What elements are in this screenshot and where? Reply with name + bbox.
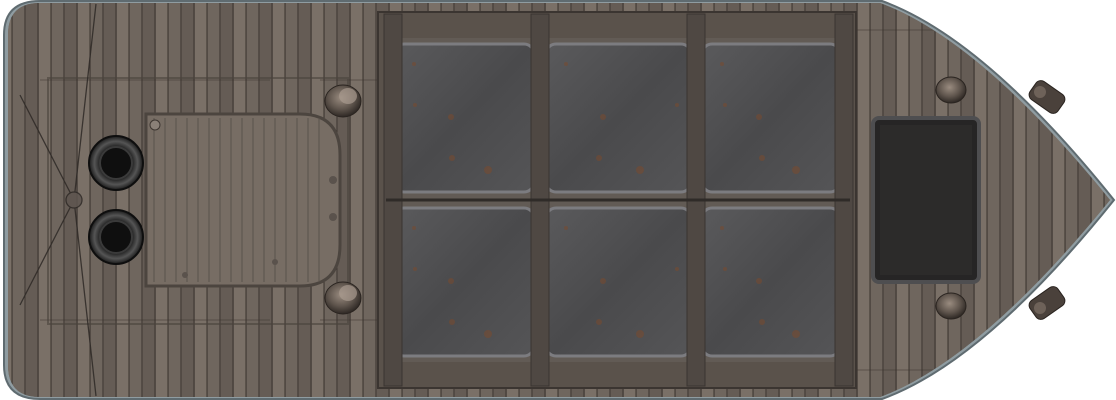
deck-plank (858, 0, 870, 400)
rust-spot (723, 267, 727, 271)
hold-hatch-cover (546, 44, 691, 192)
rust-spot (448, 278, 454, 284)
deck-plank (13, 0, 25, 400)
hold-hatch-cover (702, 208, 840, 356)
rust-spot (412, 226, 416, 230)
rust-spot (636, 330, 644, 338)
rust-spot (484, 330, 492, 338)
bollard-fore-bottom (936, 293, 966, 319)
deck-plank (1066, 0, 1078, 400)
bollard-aft-top (325, 85, 361, 117)
rust-spot (720, 62, 724, 66)
rust-spot (675, 267, 679, 271)
deck-plank (130, 0, 142, 400)
hold-hatch-cover (702, 44, 840, 192)
rust-spot (792, 166, 800, 174)
deck-plank (1079, 0, 1091, 400)
aft-cabin-hatch (146, 114, 340, 286)
deck-plank (1040, 0, 1052, 400)
cargo-hold (378, 12, 856, 388)
deck-plank (364, 0, 376, 400)
hold-hatch-cover (546, 208, 691, 356)
deck-plank (1092, 0, 1104, 400)
deck-plank (39, 0, 51, 400)
rust-spot (484, 166, 492, 174)
rust-spot (596, 155, 602, 161)
hold-hatch-cover (394, 208, 534, 356)
deck-plank (988, 0, 1000, 400)
deck-plank (91, 0, 103, 400)
rust-spot (759, 319, 765, 325)
rust-spot (759, 155, 765, 161)
rust-spot (792, 330, 800, 338)
rust-spot (600, 278, 606, 284)
rust-spot (449, 155, 455, 161)
rust-spot (413, 103, 417, 107)
deck-plank (104, 0, 116, 400)
rust-spot (720, 226, 724, 230)
deck-plank (1014, 0, 1026, 400)
deck-plank (351, 0, 363, 400)
bollard-aft-bottom (325, 282, 361, 314)
rust-spot (756, 114, 762, 120)
rust-spot (636, 166, 644, 174)
fore-hatch (873, 118, 979, 282)
rust-spot (564, 226, 568, 230)
rust-spot (596, 319, 602, 325)
deck-plank (1001, 0, 1013, 400)
rust-spot (412, 62, 416, 66)
deck-plank (26, 0, 38, 400)
deck-plank (52, 0, 64, 400)
deck-plank (117, 0, 129, 400)
bollard-fore-top (936, 77, 966, 103)
rust-spot (600, 114, 606, 120)
rust-spot (448, 114, 454, 120)
rust-spot (413, 267, 417, 271)
rust-spot (449, 319, 455, 325)
deck-plank (1027, 0, 1039, 400)
deck-plank (1053, 0, 1065, 400)
rust-spot (723, 103, 727, 107)
exhaust-stack-2 (89, 210, 143, 264)
hold-hatch-cover (394, 44, 534, 192)
rust-spot (675, 103, 679, 107)
rust-spot (756, 278, 762, 284)
rust-spot (564, 62, 568, 66)
exhaust-stack-1 (89, 136, 143, 190)
